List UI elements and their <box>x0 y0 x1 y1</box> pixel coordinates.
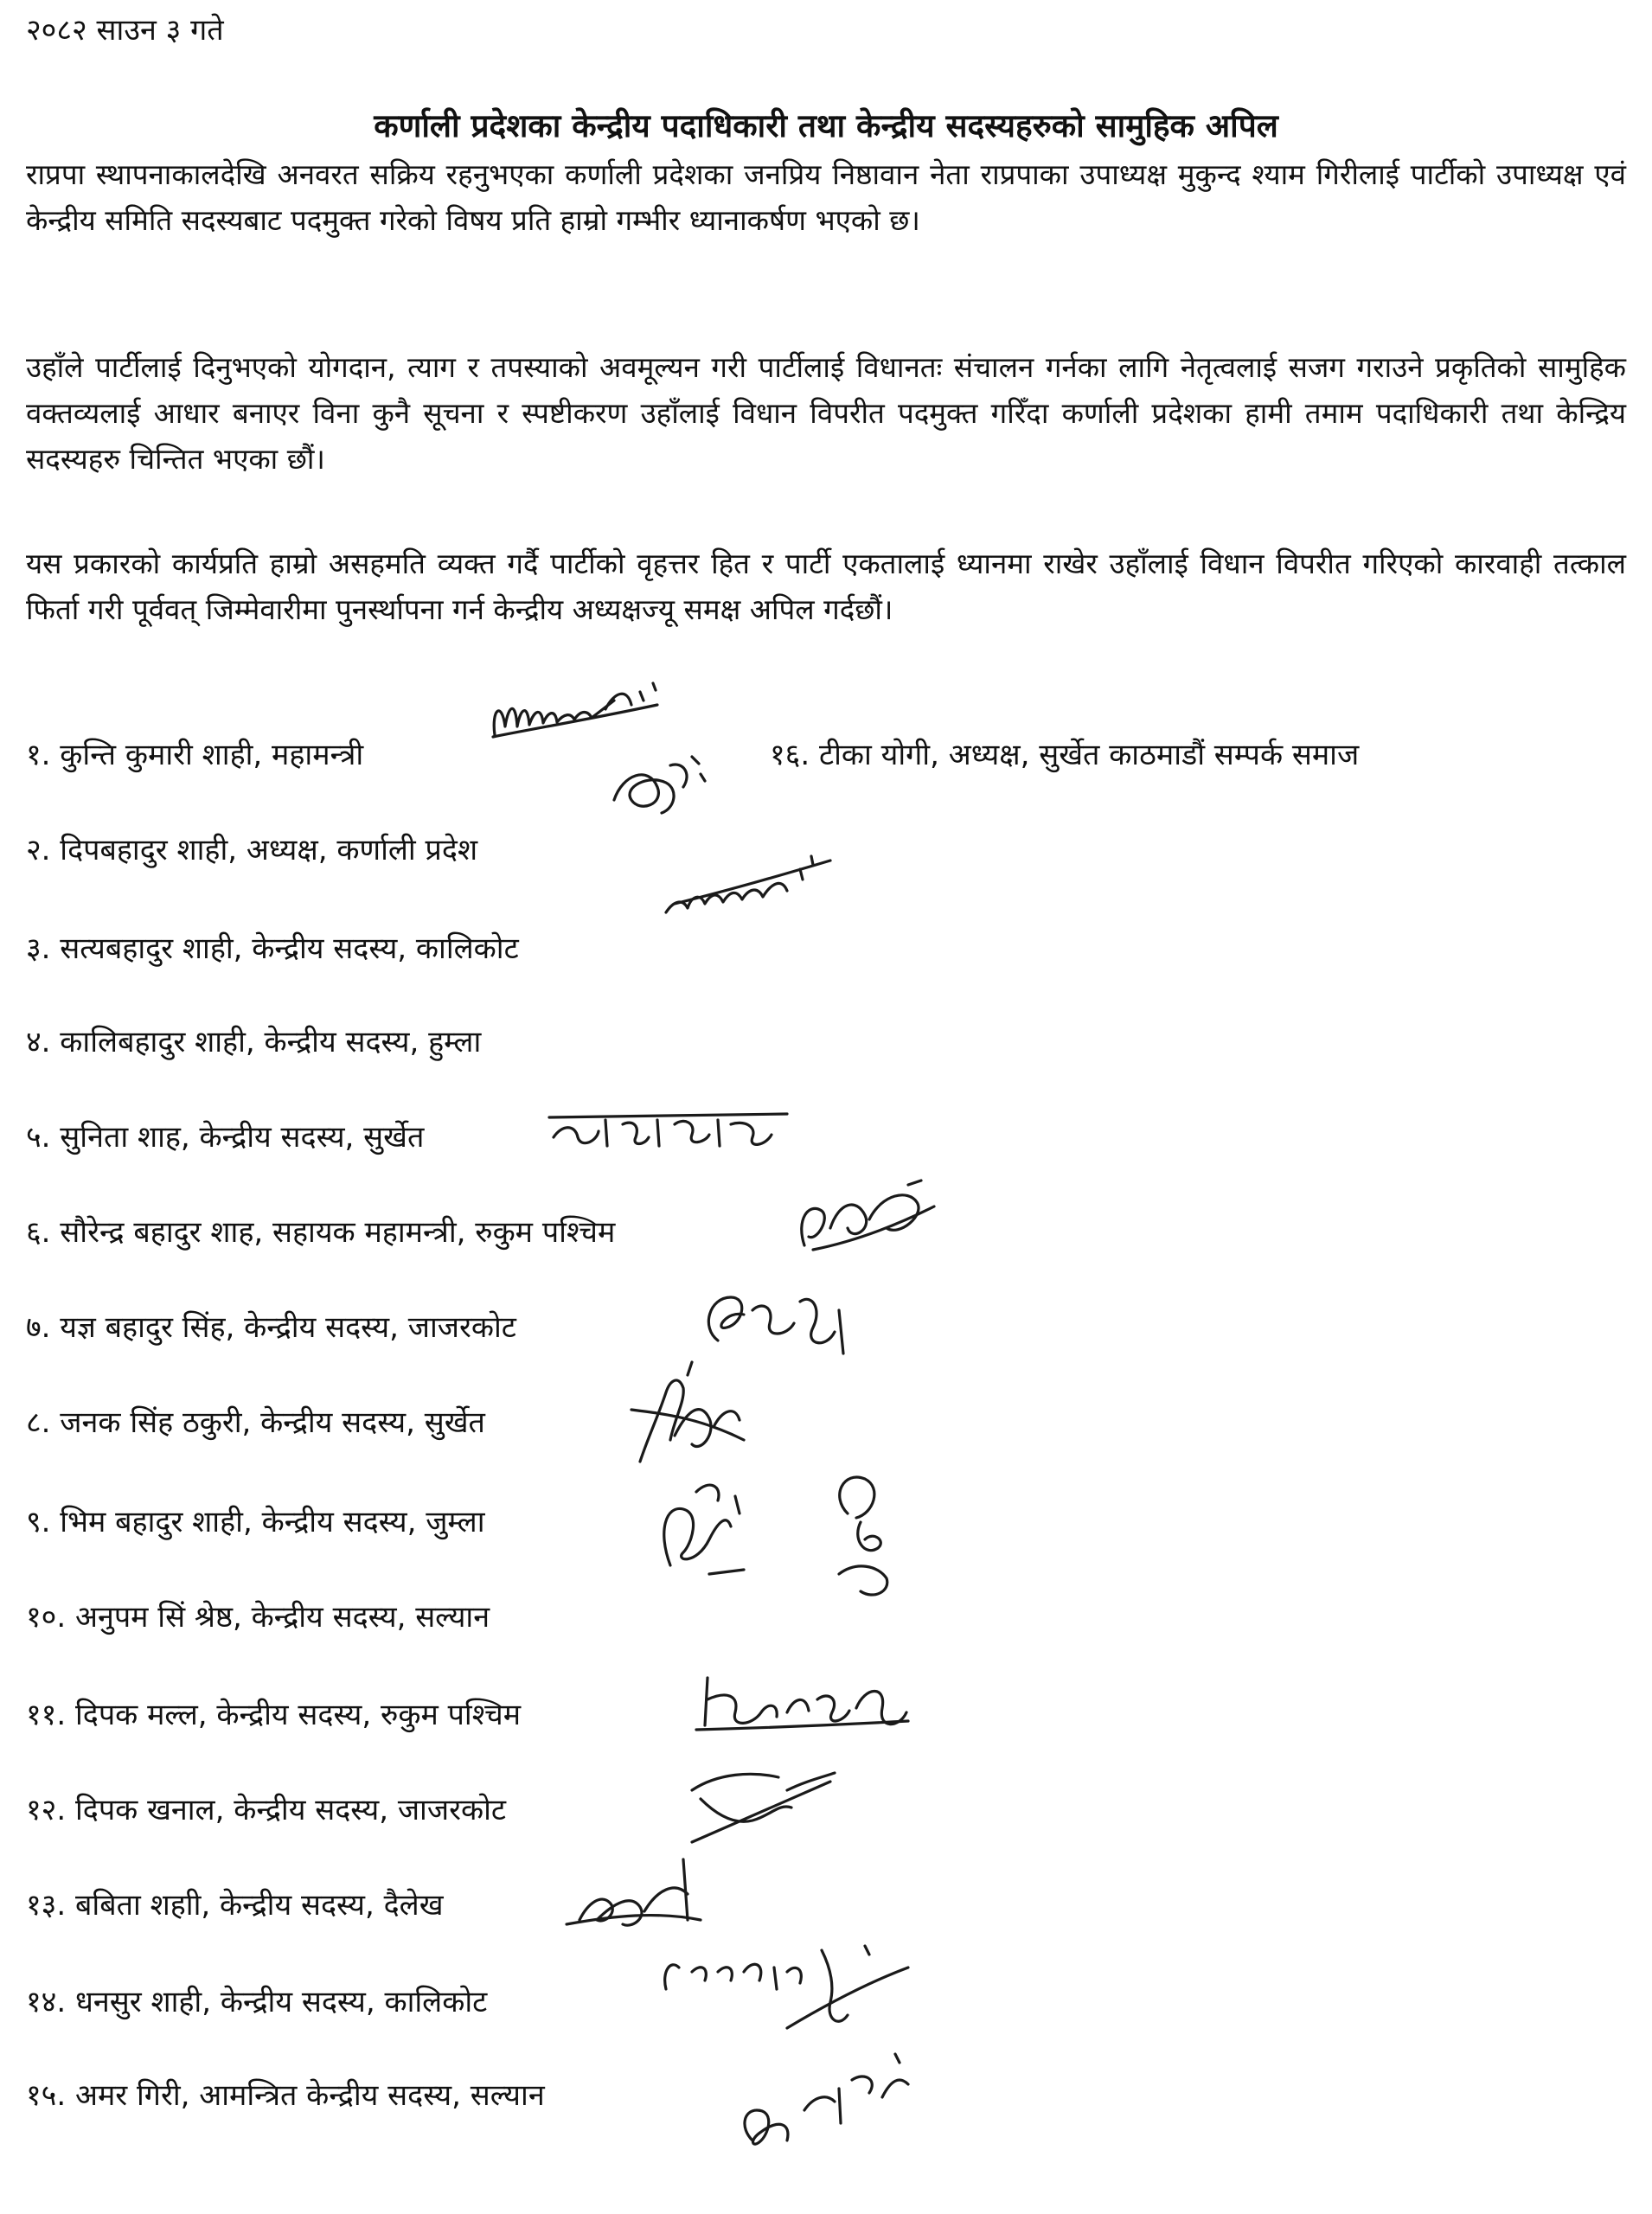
paragraph-1: राप्रपा स्थापनाकालदेखि अनवरत सक्रिय रहनुभएका कर्णाली प्रदेशका जनप्रिय निष्ठावान नेता राप्रपाका उपाध्यक्ष मुकुन्द श्याम गिरीलाई पार्टीको उपाध्यक्ष एवं केन्द्रीय समिति सदस्यबाट पदमुक्त गरेको विषय प्रति हाम्रो गम्भीर ध्यानाकर्षण भएको छ। <box>26 157 1626 237</box>
signature-3 <box>657 852 839 930</box>
signatory-8: ८. जनक सिंह ठकुरी, केन्द्रीय सदस्य, सुर्खेत <box>26 1405 485 1440</box>
signatory-10: १०. अनुपम सिं श्रेष्ठ, केन्द्रीय सदस्य, सल्यान <box>26 1600 490 1635</box>
signatory-12: १२. दिपक खनाल, केन्द्रीय सदस्य, जाजरकोट <box>26 1793 507 1827</box>
signatory-7: ७. यज्ञ बहादुर सिंह, केन्द्रीय सदस्य, जाजरकोट <box>26 1310 516 1345</box>
signatory-6: ६. सौरेन्द्र बहादुर शाह, सहायक महामन्त्री, रुकुम पश्चिम <box>26 1215 616 1250</box>
signatory-3: ३. सत्यबहादुर शाही, केन्द्रीय सदस्य, कालिकोट <box>26 931 519 966</box>
signature-12 <box>562 1842 718 1946</box>
signature-10 <box>692 1660 917 1747</box>
signatory-5: ५. सुनिता शाह, केन्द्रीय सदस्य, सुर्खेत <box>26 1120 425 1155</box>
signature-4 <box>545 1098 804 1159</box>
signatory-13: १३. बबिता शहाी, केन्द्रीय सदस्य, दैलेख <box>26 1888 444 1923</box>
signature-5 <box>787 1176 943 1271</box>
signatory-14: १४. धनसुर शाही, केन्द्रीय सदस्य, कालिकोट <box>26 1985 488 2019</box>
signature-11 <box>683 1756 839 1851</box>
signature-2 <box>597 739 718 835</box>
signatory-2: २. दिपबहादुर शाही, अध्यक्ष, कर्णाली प्रदेश <box>26 833 478 867</box>
signatory-4: ४. कालिबहादुर शाही, केन्द्रीय सदस्य, हुम्ला <box>26 1025 482 1059</box>
signature-14 <box>727 2045 925 2166</box>
signatory-16: १६. टीका योगी, अध्यक्ष, सुर्खेत काठमाडौं सम्पर्क समाज <box>770 738 1360 772</box>
signatory-15: १५. अमर गिरी, आमन्त्रित केन्द्रीय सदस्य, सल्यान <box>26 2078 545 2113</box>
signature-9 <box>813 1462 908 1609</box>
signatory-1: १. कुन्ति कुमारी शाही, महामन्त्री <box>26 738 364 772</box>
paragraph-3: यस प्रकारको कार्यप्रति हाम्रो असहमति व्यक्त गर्दै पार्टीको वृहत्तर हित र पार्टी एकतालाई ध्यानमा राखेर उहाँलाई विधान विपरीत गरिएको कारवाही तत्काल फिर्ता गरी पूर्ववत् जिम्मेवारीमा पुनर्स्थापना गर्न केन्द्रीय अध्यक्षज्यू समक्ष अपिल गर्दछौं। <box>26 547 1626 626</box>
signatory-9: ९. भिम बहादुर शाही, केन्द्रीय सदस्य, जुम्ला <box>26 1505 485 1539</box>
signature-6 <box>692 1276 865 1371</box>
document-date: २०८२ साउन ३ गते <box>26 13 224 48</box>
signatory-11: ११. दिपक मल्ल, केन्द्रीय सदस्य, रुकुम पश्चिम <box>26 1698 522 1732</box>
signature-8 <box>649 1462 761 1591</box>
signature-13 <box>657 1933 917 2045</box>
paragraph-2: उहाँले पार्टीलाई दिनुभएको योगदान, त्याग र तपस्याको अवमूल्यन गरी पार्टीलाई विधानतः संचालन गर्नका लागि नेतृत्वलाई सजग गराउने प्रकृतिको सामुहिक वक्तव्यलाई आधार बनाएर विना कुनै सूचना र स्पष्टीकरण उहाँलाई विधान विपरीत पदमुक्त गरिँदा कर्णाली प्रदेशका हामी तमाम पदाधिकारी तथा केन्द्रिय सदस्यहरु चिन्तित भएका छौं। <box>26 350 1626 476</box>
document-title: कर्णाली प्रदेशका केन्द्रीय पदाधिकारी तथा केन्द्रीय सदस्यहरुको सामुहिक अपिल <box>374 107 1278 144</box>
